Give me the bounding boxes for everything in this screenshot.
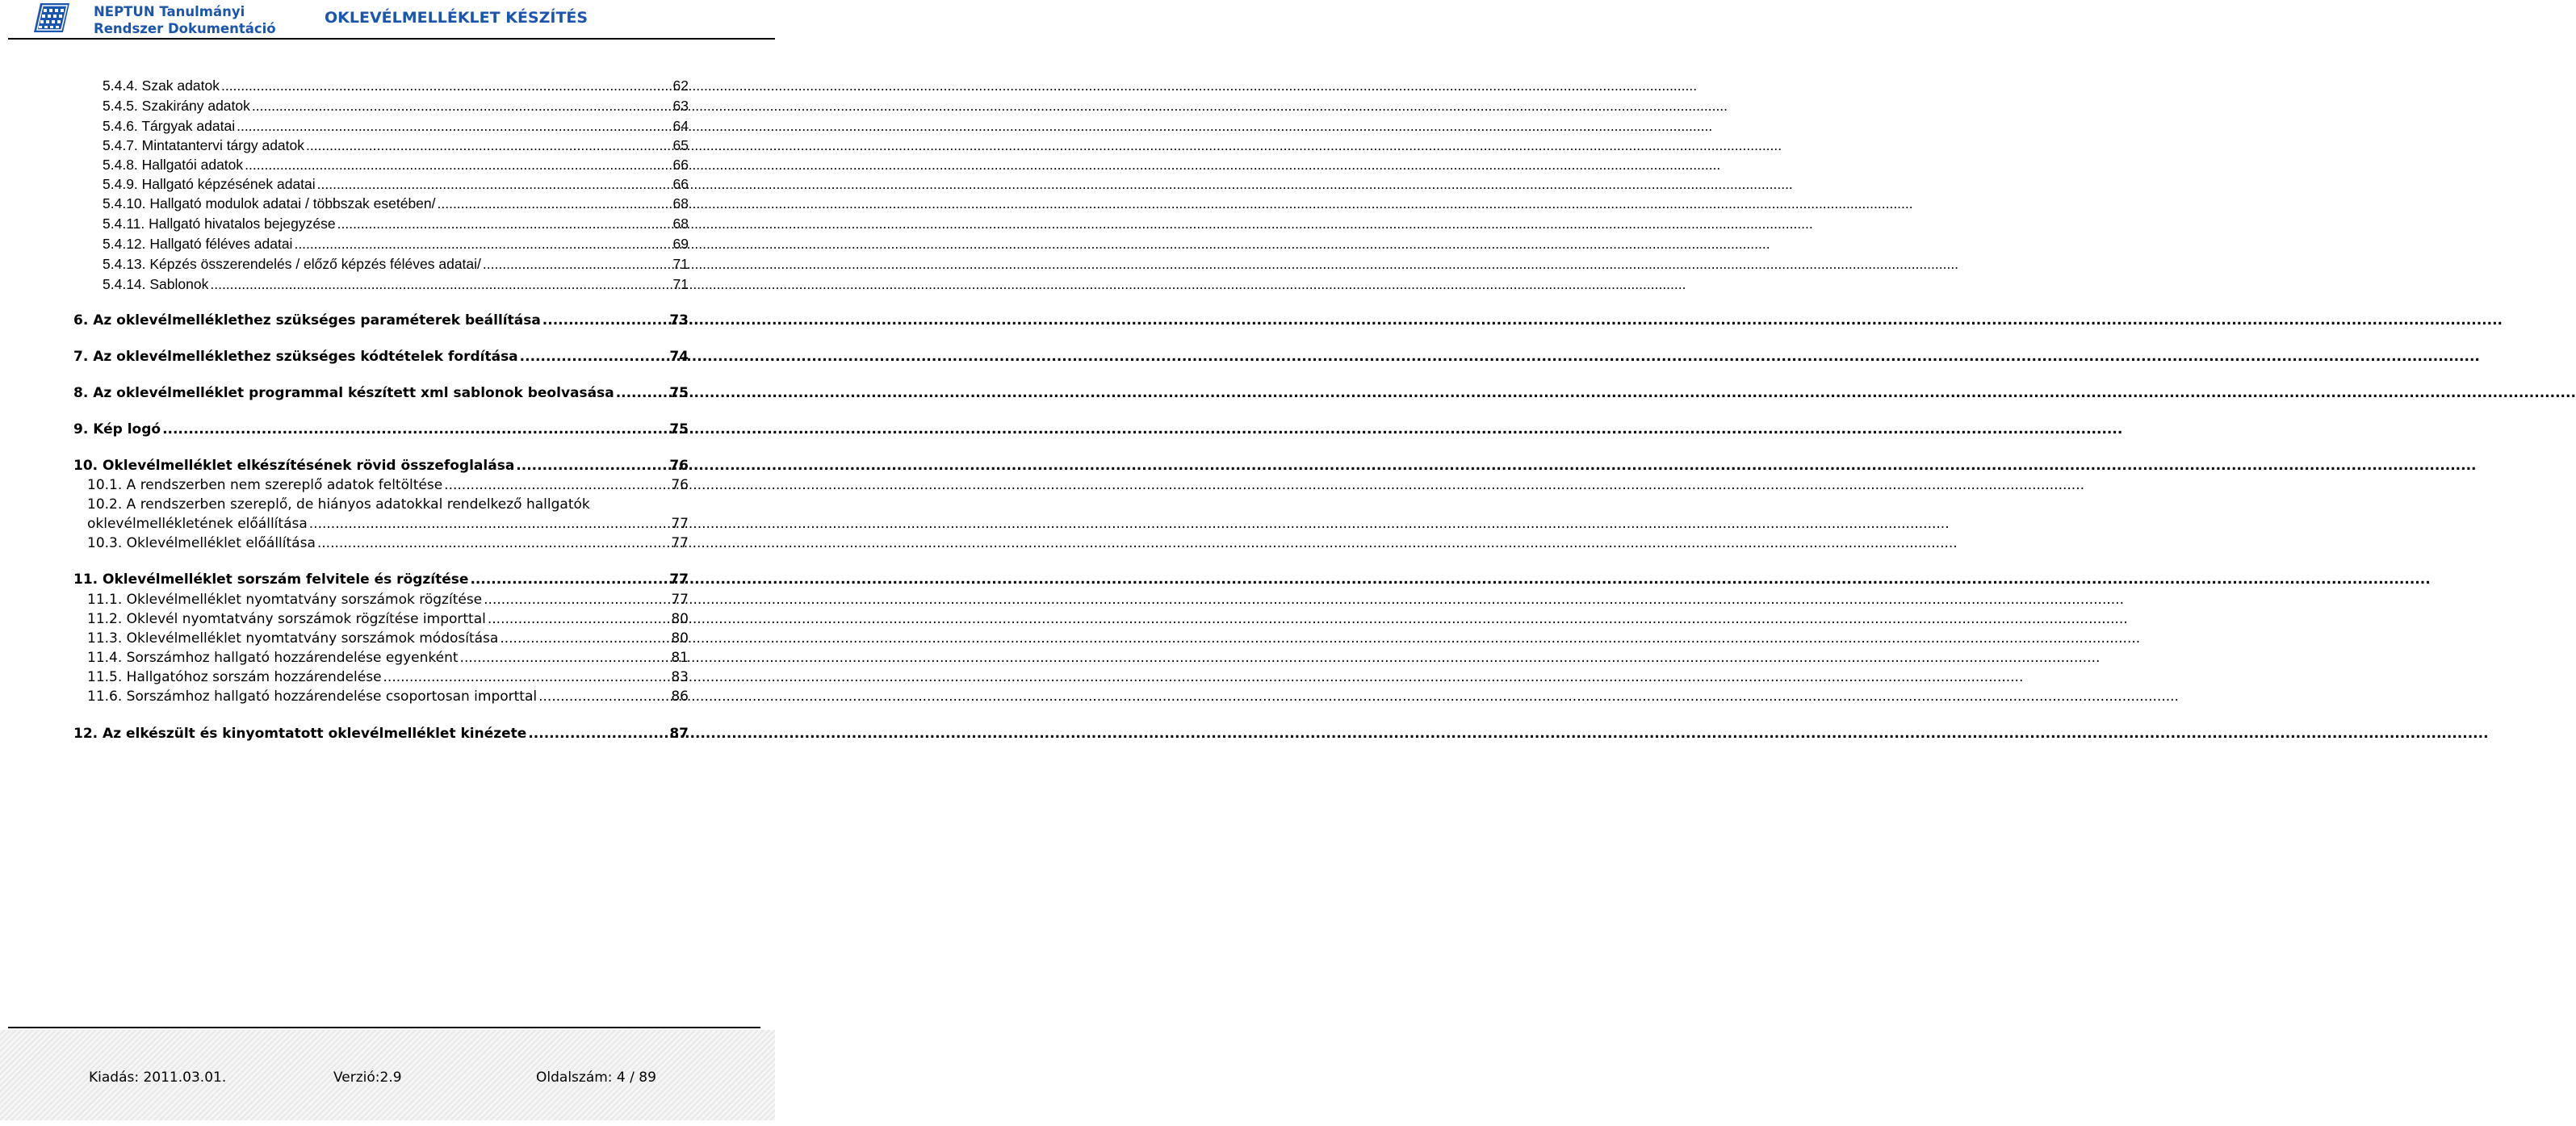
toc-entry-page: 77 <box>669 571 689 588</box>
toc-entry[interactable] <box>87 630 689 647</box>
toc-entry-title: oklevélmellékletének előállítása <box>87 516 308 532</box>
toc-chapter[interactable] <box>73 421 689 438</box>
toc-entry-page: 64 <box>672 118 689 134</box>
toc-entry-page: 77 <box>671 592 689 608</box>
toc-leader <box>309 515 670 533</box>
toc-entry-page: 87 <box>669 726 689 742</box>
footer-version: Verzió:2.9 <box>333 1069 402 1086</box>
toc-entry-title: 10.3. Oklevélmelléklet előállítása <box>87 535 316 551</box>
toc-entry-title: 7. Az oklevélmelléklethez szükséges kódtételek fordítása <box>73 349 518 365</box>
toc-entry[interactable] <box>87 476 689 494</box>
footer-page-number: Oldalszám: 4 / 89 <box>536 1069 656 1086</box>
toc-leader <box>538 688 669 705</box>
toc-leader <box>237 117 671 135</box>
toc-leader <box>542 312 668 329</box>
toc-entry-title: 8. Az oklevélmelléklet programmal készített xml sablonok beolvasása <box>73 385 614 401</box>
toc-entry[interactable] <box>87 496 689 513</box>
toc-entry-title: 10. Oklevélmelléklet elkészítésének rövid összefoglalása <box>73 458 515 474</box>
toc-entry-title: 11.3. Oklevélmelléklet nyomtatvány sorszámok módosítása <box>87 630 499 647</box>
toc-entry-page: 83 <box>671 669 689 685</box>
toc-leader <box>294 235 671 253</box>
toc-entry[interactable] <box>103 156 689 174</box>
footer-divider <box>8 1027 760 1028</box>
toc-entry-page: 81 <box>671 650 689 666</box>
toc-entry[interactable] <box>103 77 689 94</box>
toc-chapter[interactable] <box>73 384 689 402</box>
toc-entry-title: 5.4.4. Szak adatok <box>103 77 220 94</box>
toc-entry-page: 73 <box>669 312 689 329</box>
toc-entry[interactable] <box>87 688 689 705</box>
toc-entry[interactable] <box>103 175 689 193</box>
toc-leader <box>306 136 672 154</box>
toc-entry-title: 5.4.5. Szakirány adatok <box>103 98 250 114</box>
toc-entry-title: 5.4.6. Tárgyak adatai <box>103 118 236 134</box>
toc-leader <box>444 476 669 494</box>
toc-leader <box>210 275 671 293</box>
toc-entry-title: 11.6. Sorszámhoz hallgató hozzárendelése csoportosan importtal <box>87 689 538 705</box>
toc-leader <box>528 725 668 743</box>
toc-entry-page: 76 <box>671 477 689 493</box>
toc-entry-title: 6. Az oklevélmelléklethez szükséges paraméterek beállítása <box>73 312 541 329</box>
toc-entry-title: 10.2. A rendszerben szereplő, de hiányos adatokkal rendelkező hallgatók <box>87 496 590 513</box>
toc-entry[interactable] <box>103 195 689 212</box>
toc-entry-title: 5.4.10. Hallgató modulok adatai / többszak esetében/ <box>103 195 436 211</box>
toc-leader <box>484 591 669 609</box>
toc-entry[interactable] <box>103 275 689 293</box>
toc-leader <box>317 534 670 552</box>
toc-entry[interactable] <box>87 668 689 686</box>
toc-entry[interactable] <box>87 591 689 609</box>
toc-leader <box>337 215 672 232</box>
toc-entry[interactable] <box>103 215 689 232</box>
toc-leader <box>252 97 672 115</box>
toc-leader <box>221 77 672 94</box>
toc-entry-title: 5.4.7. Mintatantervi tárgy adatok <box>103 137 304 153</box>
toc-chapter[interactable] <box>73 312 689 329</box>
toc-chapter[interactable] <box>73 457 689 475</box>
toc-entry-title: 10.1. A rendszerben nem szereplő adatok feltöltése <box>87 477 443 493</box>
toc-entry-page: 77 <box>671 516 689 532</box>
toc-entry-page: 75 <box>669 385 689 401</box>
toc-entry-page: 68 <box>672 216 689 232</box>
toc-entry-page: 86 <box>671 689 689 705</box>
toc-entry-page: 77 <box>671 535 689 551</box>
toc-chapter[interactable] <box>73 348 689 366</box>
toc-entry-page: 80 <box>671 611 689 627</box>
toc-entry-page: 74 <box>669 349 689 365</box>
toc-entry[interactable] <box>103 117 689 135</box>
toc-leader <box>483 255 672 273</box>
toc-entry-continuation[interactable] <box>87 515 689 533</box>
table-of-contents <box>0 0 775 1001</box>
toc-leader <box>520 348 668 366</box>
toc-entry[interactable] <box>103 255 689 273</box>
toc-entry-title: 5.4.8. Hallgatói adatok <box>103 157 244 173</box>
toc-entry-title: 5.4.12. Hallgató féléves adatai <box>103 236 293 252</box>
toc-entry[interactable] <box>87 534 689 552</box>
toc-entry-title: 5.4.11. Hallgató hivatalos bejegyzése <box>103 216 336 232</box>
toc-chapter[interactable] <box>73 725 689 743</box>
toc-entry-page: 71 <box>672 276 689 292</box>
toc-chapter[interactable] <box>73 571 689 588</box>
toc-entry-page: 76 <box>669 458 689 474</box>
toc-entry-page: 66 <box>672 157 689 173</box>
toc-entry-title: 12. Az elkészült és kinyomtatott oklevélmelléklet kinézete <box>73 726 527 742</box>
toc-leader <box>245 156 671 174</box>
toc-entry-title: 11.4. Sorszámhoz hallgató hozzárendelése egyenként <box>87 650 459 666</box>
toc-entry-page: 69 <box>672 236 689 252</box>
toc-leader <box>616 384 668 402</box>
toc-entry-page: 71 <box>672 256 689 272</box>
toc-entry-page: 80 <box>671 630 689 647</box>
toc-leader <box>317 175 672 193</box>
footer-edition: Kiadás: 2011.03.01. <box>89 1069 227 1086</box>
document-title: OKLEVÉLMELLÉKLET KÉSZÍTÉS <box>325 9 589 27</box>
toc-entry[interactable] <box>87 649 689 667</box>
toc-entry-title: 11. Oklevélmelléklet sorszám felvitele és rögzítése <box>73 571 469 588</box>
toc-leader <box>488 610 669 628</box>
toc-leader <box>460 649 670 667</box>
toc-entry[interactable] <box>87 610 689 628</box>
toc-entry-title: 11.5. Hallgatóhoz sorszám hozzárendelése <box>87 669 382 685</box>
toc-entry-page: 63 <box>672 98 689 114</box>
toc-entry-title: 5.4.9. Hallgató képzésének adatai <box>103 176 316 192</box>
toc-leader <box>470 571 668 588</box>
toc-entry-title: 11.2. Oklevél nyomtatvány sorszámok rögzítése importtal <box>87 611 486 627</box>
toc-entry-page: 66 <box>672 176 689 192</box>
toc-entry[interactable] <box>103 235 689 253</box>
toc-entry-title: 9. Kép logó <box>73 421 161 437</box>
toc-entry-title: 11.1. Oklevélmelléklet nyomtatvány sorszámok rögzítése <box>87 592 483 608</box>
toc-entry-page: 68 <box>672 195 689 211</box>
toc-entry-title: 5.4.13. Képzés összerendelés / előző képzés féléves adatai/ <box>103 256 481 272</box>
toc-entry[interactable] <box>103 136 689 154</box>
toc-leader <box>383 668 670 686</box>
toc-leader <box>162 421 668 438</box>
toc-leader <box>500 630 669 647</box>
toc-entry[interactable] <box>103 97 689 115</box>
toc-entry-title: 5.4.14. Sablonok <box>103 276 209 292</box>
toc-leader <box>516 457 668 475</box>
brand-line-1: NEPTUN Tanulmányi <box>94 4 245 19</box>
toc-leader <box>438 195 672 212</box>
toc-entry-page: 65 <box>672 137 689 153</box>
toc-entry-page: 62 <box>672 77 689 94</box>
brand-line-2: Rendszer Dokumentáció <box>94 21 276 36</box>
toc-entry-page: 75 <box>669 421 689 437</box>
